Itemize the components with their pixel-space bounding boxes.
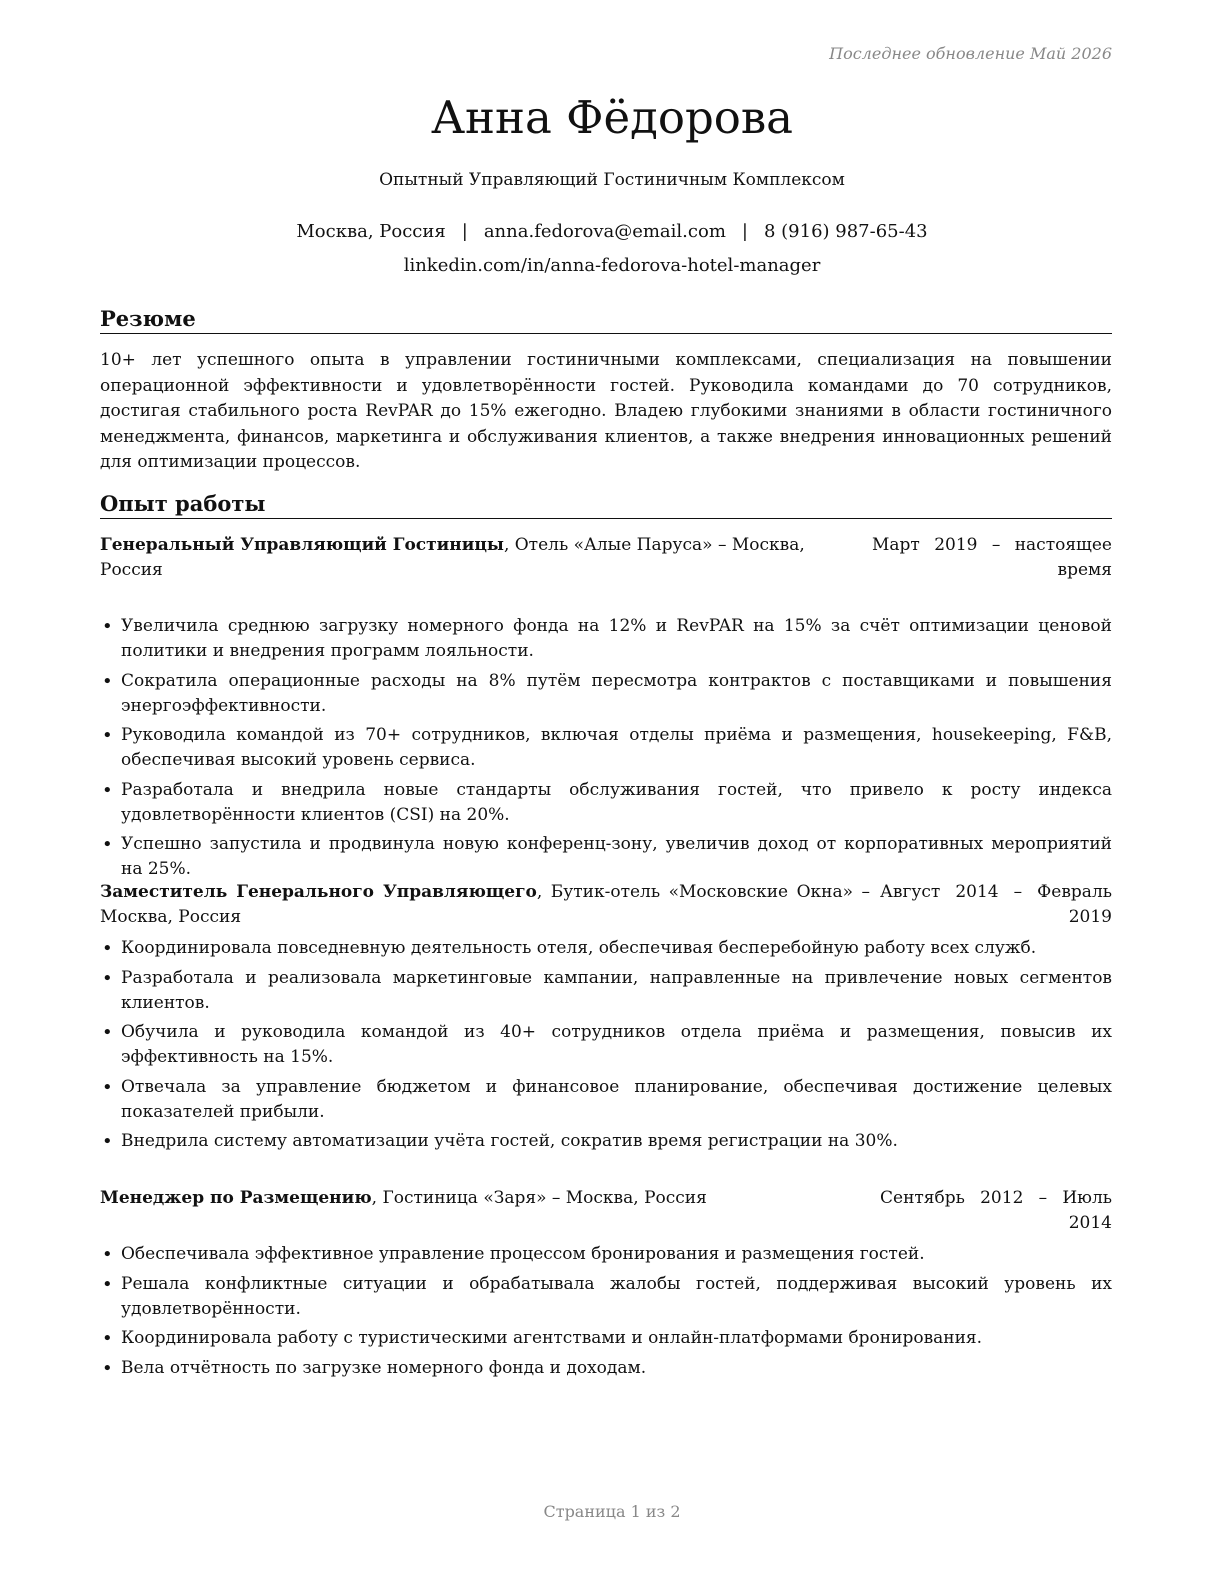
candidate-tagline: Опытный Управляющий Гостиничным Комплексом: [379, 170, 845, 190]
job-dates-line2: 2014: [1068, 1213, 1112, 1233]
summary-section: [100, 306, 1112, 476]
list-item: • Разработала и реализовала маркетинговые кампании, направленные на привлечение новых сегментов клиентов.: [100, 966, 1112, 1016]
job-header: [100, 1186, 1112, 1236]
job-entry: [100, 1186, 1112, 1385]
job-bullets: [100, 614, 1112, 882]
job-dates-line2: 2019: [1068, 907, 1112, 927]
list-item: • Обучила и руководила командой из 40+ сотрудников отдела приёма и размещения, повысив их эффективность на 15%.: [100, 1020, 1112, 1070]
job-entry: [100, 533, 1112, 887]
list-item: • Отвечала за управление бюджетом и финансовое планирование, обеспечивая достижение целевых показателей прибыли.: [100, 1075, 1112, 1125]
list-item: • Сократила операционные расходы на 8% путём пересмотра контрактов с поставщиками и повышения энергоэффективности.: [100, 669, 1112, 719]
list-item: • Координировала работу с туристическими агентствами и онлайн-платформами бронирования.: [100, 1326, 1112, 1351]
list-item: • Обеспечивала эффективное управление процессом бронирования и размещения гостей.: [100, 1242, 1112, 1267]
separator: |: [461, 221, 468, 242]
job-company-location: Москва, Россия: [100, 907, 242, 927]
job-dates: [880, 1186, 1112, 1236]
job-bullets: [100, 1242, 1112, 1381]
job-dates: [872, 533, 1112, 583]
job-title: Заместитель Генерального Управляющего: [100, 882, 537, 902]
job-dates-line1: Март 2019 – настоящее: [872, 535, 1112, 555]
last-updated: Последнее обновление Май 2026: [829, 44, 1112, 63]
list-item: • Решала конфликтные ситуации и обрабатывала жалобы гостей, поддерживая высокий уровень их удовлетворённости.: [100, 1272, 1112, 1322]
separator: |: [741, 221, 748, 242]
list-item: • Внедрила систему автоматизации учёта гостей, сократив время регистрации на 30%.: [100, 1129, 1112, 1154]
job-company: , Гостиница «Заря» – Москва, Россия: [371, 1188, 707, 1208]
location: Москва, Россия: [296, 221, 446, 242]
linkedin-link[interactable]: linkedin.com/in/anna-fedorova-hotel-manager: [403, 255, 821, 276]
job-entry: [100, 880, 1112, 1159]
contact-line: [0, 219, 1224, 245]
list-item: • Увеличила среднюю загрузку номерного фонда на 12% и RevPAR на 15% за счёт оптимизации ценовой политики и внедрения программ лояльности.: [100, 614, 1112, 664]
email-link[interactable]: anna.fedorova@email.com: [483, 221, 726, 242]
list-item: • Успешно запустила и продвинула новую конференц-зону, увеличив доход от корпоративных мероприятий на 25%.: [100, 832, 1112, 882]
job-bullets: [100, 936, 1112, 1154]
phone: 8 (916) 987-65-43: [763, 221, 928, 242]
experience-section: [100, 491, 1112, 519]
list-item: • Вела отчётность по загрузке номерного фонда и доходам.: [100, 1356, 1112, 1381]
summary-heading: Резюме: [100, 306, 1112, 334]
job-title: Генеральный Управляющий Гостиницы: [100, 535, 504, 555]
page-number: Страница 1 из 2: [543, 1502, 681, 1521]
summary-text: 10+ лет успешного опыта в управлении гостиничными комплексами, специализация на повышении операционной эффективности и удовлетворённости гостей. Руководила командами до 70 сотрудников, достигая стабильного роста RevPAR до 15% ежегодно. Владею глубокими знаниями в области гостиничного менеджмента, финансов, маркетинга и обслуживания клиентов, а также внедрения инновационных решений для оптимизации процессов.: [100, 350, 1112, 472]
job-company: , Отель «Алые Паруса» – Москва, Россия: [100, 535, 805, 580]
job-header: [100, 880, 1112, 930]
list-item: • Разработала и внедрила новые стандарты обслуживания гостей, что привело к росту индекса удовлетворённости клиентов (CSI) на 20%.: [100, 778, 1112, 828]
job-dates: [880, 880, 1112, 930]
job-dates-line2: время: [1057, 560, 1112, 580]
job-header: [100, 533, 1112, 608]
job-dates-line1: Сентябрь 2012 – Июль: [880, 1188, 1112, 1208]
job-company: , Бутик-отель «Московские Окна» –: [536, 882, 870, 902]
list-item: • Координировала повседневную деятельность отеля, обеспечивая бесперебойную работу всех служб.: [100, 936, 1112, 961]
job-dates-line1: Август 2014 – Февраль: [880, 882, 1112, 902]
list-item: • Руководила командой из 70+ сотрудников, включая отделы приёма и размещения, housekeeping, F&B, обеспечивая высокий уровень сервиса.: [100, 723, 1112, 773]
job-title: Менеджер по Размещению: [100, 1188, 372, 1208]
experience-heading: Опыт работы: [100, 491, 1112, 519]
candidate-name: Анна Фёдорова: [430, 91, 794, 144]
